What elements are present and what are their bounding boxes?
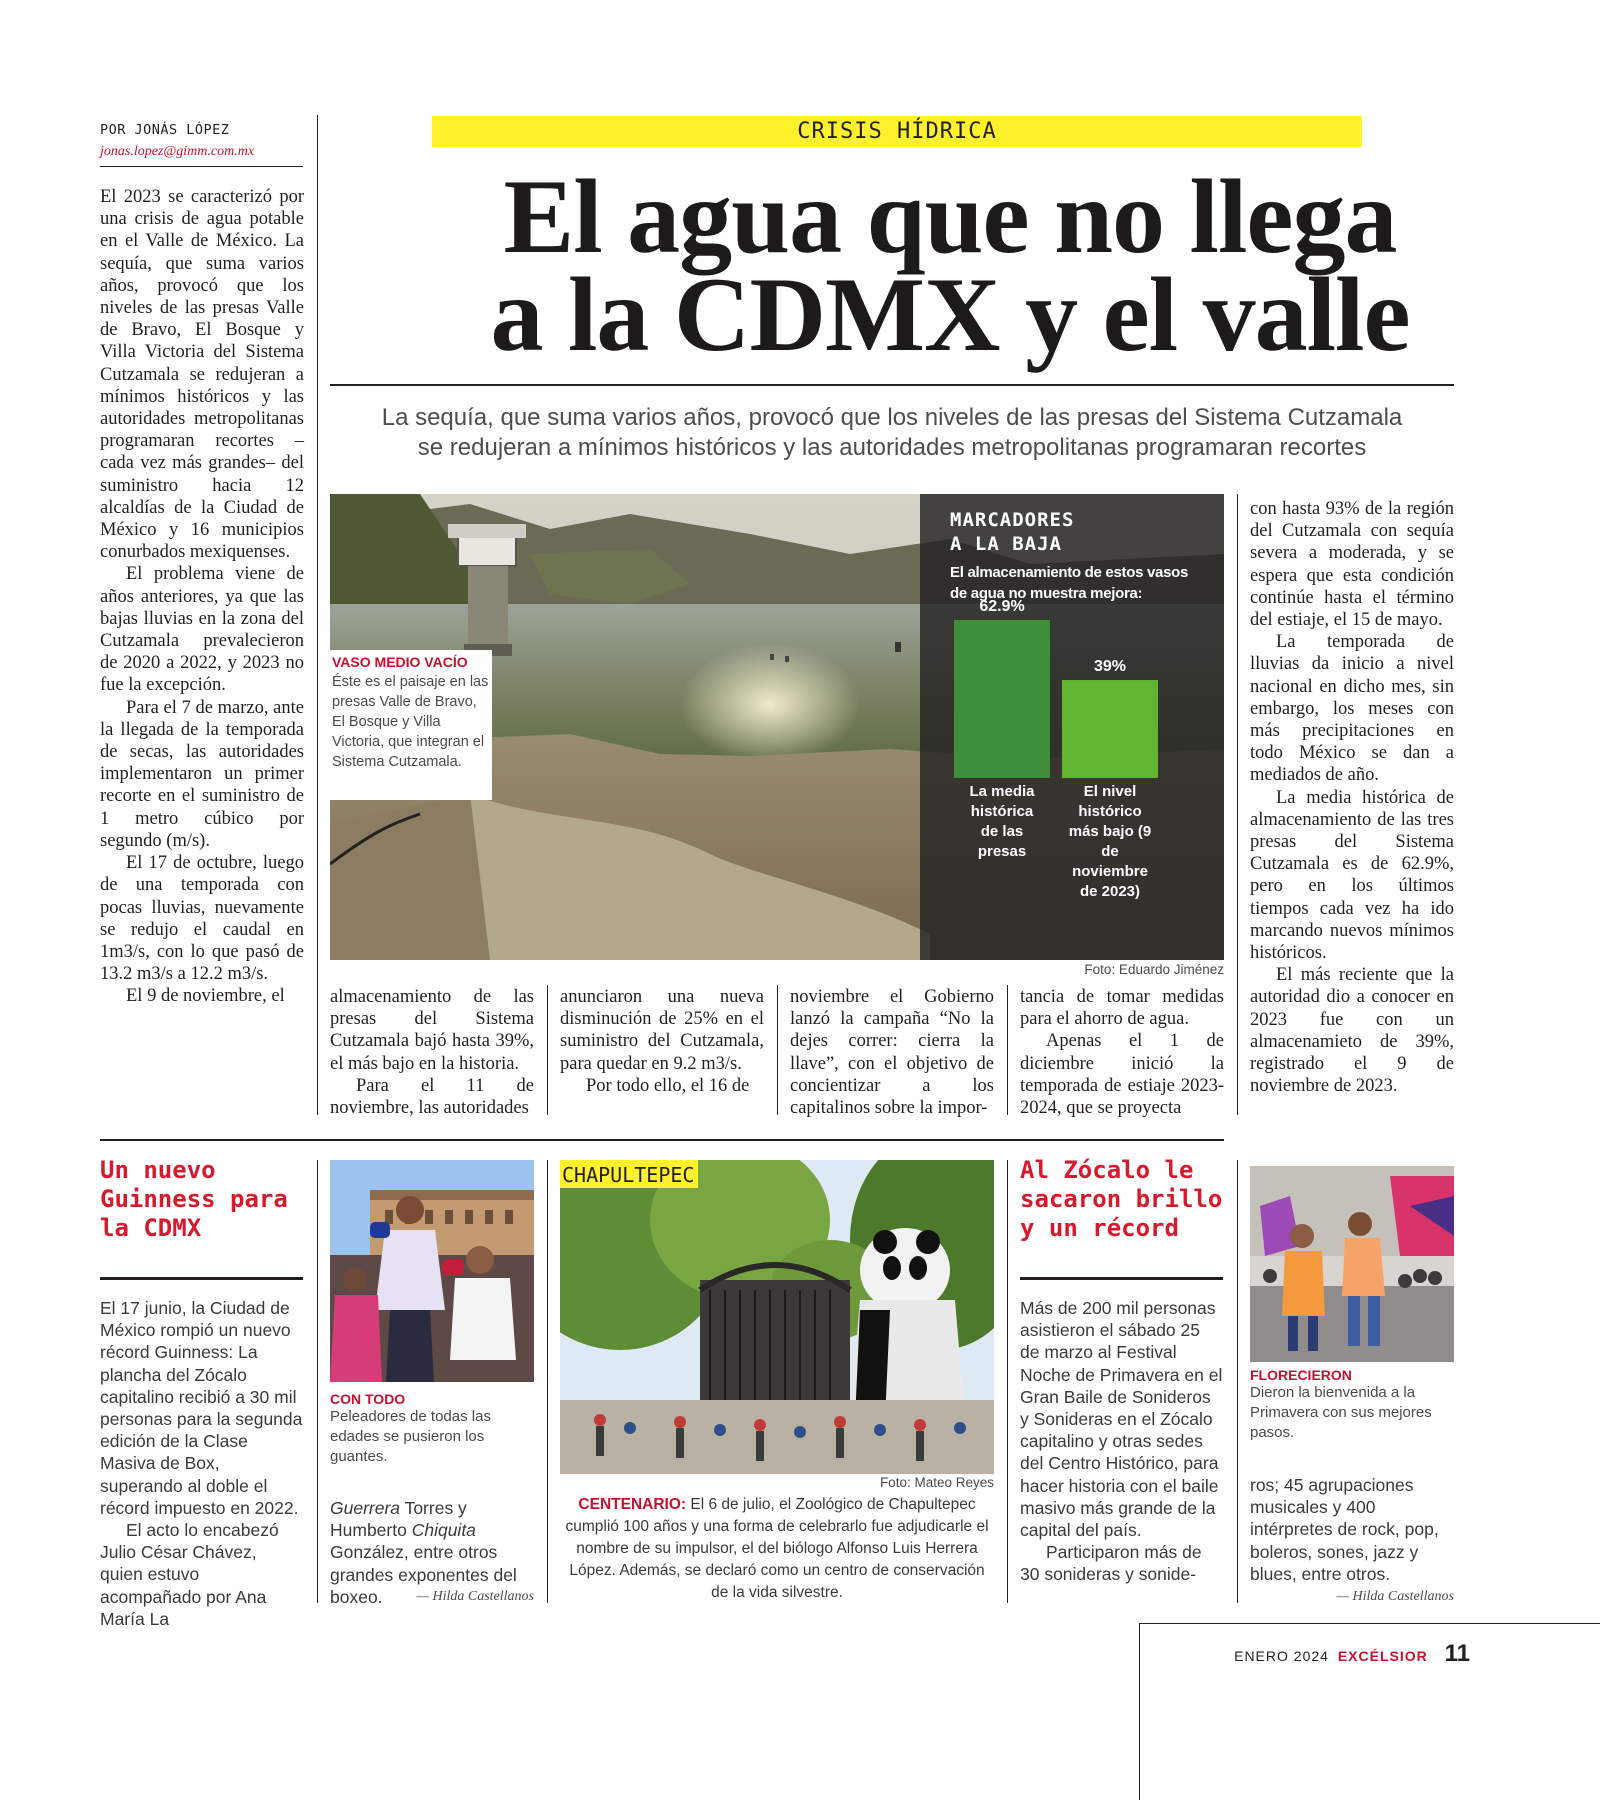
article-column-3 <box>560 986 764 1097</box>
article-paragraph: El 17 junio, la Ciudad de México rompió un nuevo récord Guinness: La plancha del Zócalo capitalino recibió a 30 mil personas para la segunda edición de la Clase Masiva de Box, superando al doble el récord impuesto en 2022. <box>100 1298 303 1518</box>
article-column-1 <box>100 186 304 1008</box>
chapultepec-caption <box>560 1494 994 1604</box>
dance-photo <box>1250 1166 1454 1362</box>
text-run: Torres y Humberto <box>330 1498 467 1541</box>
article-column-4 <box>790 986 994 1119</box>
dance-caption-text: Dieron la bienvenida a la Primavera con sus mejores pasos. <box>1250 1384 1432 1441</box>
column-divider <box>777 985 778 1115</box>
column-divider <box>547 985 548 1115</box>
headline-line-2: a la CDMX y el valle <box>490 256 1410 373</box>
article-column-2 <box>330 986 534 1119</box>
article-paragraph: El más reciente que la autoridad dio a conocer en 2023 fue con un almacenamieto de 39%, registrado el 9 de noviembre de 2023. <box>1250 965 1454 1097</box>
chapultepec-photo <box>560 1160 994 1474</box>
column-divider <box>1007 985 1008 1115</box>
column-divider <box>1237 1160 1238 1603</box>
chart-category-label: La media histórica de las presas <box>969 783 1035 860</box>
footer-brand: EXCÉLSIOR <box>1337 1648 1428 1664</box>
article-paragraph: Por todo ello, el 16 de <box>586 1075 750 1096</box>
article-paragraph: La media histórica de almacenamiento de las tres presas del Sistema Cutzamala es de 62.9%, pero en los últimos tiempos cada vez ha ido marcando nuevos mínimos históricos. <box>1250 787 1454 964</box>
section-tag: CRISIS HÍDRICA <box>432 116 1362 147</box>
headline-rule <box>330 384 1454 386</box>
chart-value-label: 62.9% <box>979 598 1025 615</box>
photo-caption-title: VASO MEDIO VACÍO <box>332 654 468 670</box>
infographic-subtitle: El almacenamiento de estos vasos de agua no muestra mejora: <box>950 564 1189 602</box>
subheadline <box>330 403 1454 463</box>
headline-line-1: El agua que no llega <box>503 158 1397 275</box>
chart-bar <box>954 620 1050 778</box>
nickname-chiquita: Chiquita <box>411 1520 476 1541</box>
chart-category-label: El nivel histórico más bajo (9 de noviembre de 2023) <box>1068 783 1152 900</box>
photo-credit: Foto: Eduardo Jiménez <box>1084 962 1224 977</box>
column-divider <box>547 1160 548 1603</box>
boxing-crowd-illustration <box>330 1160 534 1382</box>
zocalo-signature: — Hilda Castellanos <box>1336 1589 1454 1604</box>
dance-caption <box>1250 1367 1454 1443</box>
column-divider <box>317 1160 318 1603</box>
article-paragraph: Para el 11 de noviembre, las autoridades <box>330 1075 534 1119</box>
article-paragraph: El 9 de noviembre, el <box>126 986 285 1007</box>
infographic <box>950 508 1220 958</box>
article-paragraph: El acto lo encabezó Julio César Chávez, quien estuvo acompañado por Ana María La <box>100 1520 279 1629</box>
zocalo-headline: Al Zócalo le sacaron brillo y un récord <box>1020 1156 1223 1242</box>
boxing-caption-text: Peleadores de todas las edades se pusieron los guantes. <box>330 1408 491 1465</box>
article-paragraph: Apenas el 1 de diciembre inició la temporada de estiaje 2023-2024, que se proyecta <box>1020 1031 1224 1119</box>
chart-bar <box>1062 680 1158 778</box>
byline-rule <box>100 166 303 167</box>
subhead-line-2: se redujeran a mínimos históricos y las autoridades metropolitanas programaran recortes <box>417 434 1367 461</box>
guinness-headline: Un nuevo Guinness para la CDMX <box>100 1156 288 1242</box>
chapultepec-caption-title: CENTENARIO: <box>578 1496 687 1513</box>
article-paragraph: Más de 200 mil personas asistieron el sábado 25 de marzo al Festival Noche de Primavera en el Gran Baile de Sonideros y Sonideras en el Zócalo capitalino y otras sedes del Centro Histórico, para hacer historia con el baile masivo más grande de la capital del país. <box>1020 1298 1223 1541</box>
text-run: González, entre otros grandes exponentes del boxeo. <box>330 1542 517 1607</box>
column-divider <box>1237 494 1238 1115</box>
guinness-rule <box>100 1277 303 1280</box>
article-column-6 <box>1250 498 1454 1097</box>
article-paragraph: noviembre el Gobierno lanzó la campaña “No la dejes correr: cierra la llave”, con el objetivo de concientizar a los capitalinos sobre la impor- <box>790 987 994 1119</box>
guinness-body <box>100 1297 304 1630</box>
byline-author: POR JONÁS LÓPEZ <box>100 122 230 138</box>
chart-value-label: 39% <box>1093 658 1127 676</box>
chapultepec-caption-text: El 6 de julio, el Zoológico de Chapultepec cumplió 100 años y una forma de celebrarlo fue adjudicarle el nombre de su impulsor, el del biólogo Alfonso Luis Herrera López. Además, se declaró como un centro de conservación de la vida silvestre. <box>565 1496 989 1601</box>
photo-caption-text: Éste es el paisaje en las presas Valle de Bravo, El Bosque y Villa Victoria, que integran el Sistema Cutzamala. <box>332 674 489 770</box>
chapultepec-tag: CHAPULTEPEC <box>560 1160 698 1188</box>
boxing-photo <box>330 1160 534 1382</box>
column-divider <box>1007 1160 1008 1603</box>
article-paragraph: almacenamiento de las presas del Sistema Cutzamala bajó hasta 39%, el más bajo en la historia. <box>330 987 534 1074</box>
chapultepec-credit: Foto: Mateo Reyes <box>879 1475 994 1490</box>
zocalo-body-continued <box>1250 1474 1454 1585</box>
main-photo <box>330 494 1224 960</box>
infographic-title-line-2: A LA BAJA <box>950 533 1062 555</box>
nickname-guerrera: Guerrera <box>330 1498 401 1518</box>
guinness-signature: — Hilda Castellanos <box>416 1589 534 1604</box>
infographic-title-line-1: MARCADORES <box>950 509 1075 531</box>
headline <box>330 158 1570 373</box>
page-number: 11 <box>1444 1640 1470 1667</box>
article-paragraph: con hasta 93% de la región del Cutzamala con sequía severa a moderada, y se espera que esta condición continúe hasta el término del estiaje, el 15 de mayo. <box>1250 499 1454 631</box>
dance-caption-title: FLORECIERON <box>1250 1367 1352 1383</box>
footer-folio <box>1150 1640 1470 1668</box>
zocalo-body <box>1020 1297 1224 1586</box>
zocalo-rule <box>1020 1277 1223 1280</box>
article-paragraph: Para el 7 de marzo, ante la llegada de la temporada de secas, las autoridades implementaron un primer recorte en el suministro de 1 metro cúbico por segundo (m/s). <box>100 697 304 851</box>
photo-caption-box <box>330 650 492 800</box>
byline-email[interactable]: jonas.lopez@gimm.com.mx <box>100 144 255 159</box>
section-divider <box>100 1139 1224 1141</box>
article-paragraph: La temporada de lluvias da inicio a nivel nacional en dicho mes, sin embargo, los meses con más precipitaciones en todo México se dan a mediados de año. <box>1250 632 1454 786</box>
article-paragraph: El 2023 se caracterizó por una crisis de agua potable en el Valle de México. La sequía, que suma varios años, provocó que los niveles de las presas Valle de Bravo, El Bosque y Villa Victoria del Sistema Cutzamala se redujeran a mínimos históricos y las autoridades metropolitanas programaran recortes –cada vez más grandes– del suministro hacia 12 alcaldías de la Ciudad de México y 16 municipios conurbados mexiquenses. <box>100 187 304 563</box>
dancers-illustration <box>1250 1166 1454 1362</box>
article-paragraph: El problema viene de años anteriores, ya que las bajas lluvias en la zona del Cutzamala prevalecieron de 2020 a 2022, y 2023 no fue la excepción. <box>100 564 304 696</box>
article-paragraph: ros; 45 agrupaciones musicales y 400 intérpretes de rock, pop, boleros, sones, jazz y blues, entre otros. <box>1250 1475 1439 1584</box>
zoo-entrance-illustration <box>560 1160 994 1474</box>
article-column-5 <box>1020 986 1224 1119</box>
subhead-line-1: La sequía, que suma varios años, provocó que los niveles de las presas del Sistema Cutzamala <box>381 404 1403 431</box>
article-paragraph: El 17 de octubre, luego de una temporada con pocas lluvias, nuevamente se redujo el caudal en 1m3/s, con lo que pasó de 13.2 m3/s a 12.2 m3/s. <box>100 853 304 985</box>
boxing-caption <box>330 1391 534 1467</box>
footer-date: ENERO 2024 <box>1234 1648 1329 1664</box>
column-divider <box>317 115 318 1115</box>
bar-chart <box>950 598 1220 958</box>
boxing-caption-title: CON TODO <box>330 1391 406 1407</box>
article-paragraph: tancia de tomar medidas para el ahorro de agua. <box>1020 987 1224 1030</box>
article-paragraph: anunciaron una nueva disminución de 25% en el suministro del Cutzamala, para quedar en 9.2 m3/s. <box>560 987 764 1074</box>
article-paragraph: Participaron más de 30 sonideras y sonide- <box>1020 1542 1202 1585</box>
